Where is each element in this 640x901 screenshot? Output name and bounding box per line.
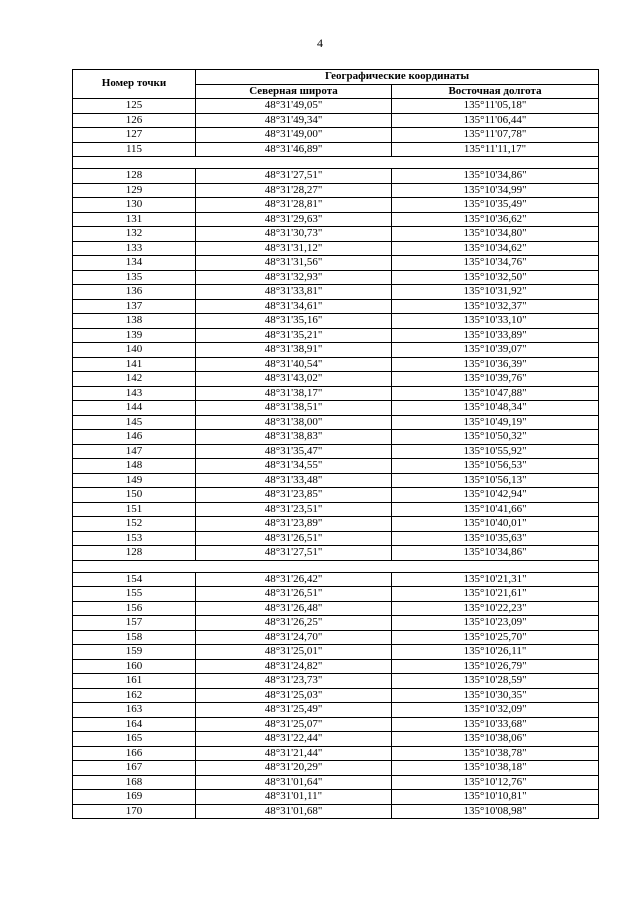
point-number-cell: 128 [73,169,196,184]
table-row [73,357,599,372]
point-number-cell: 127 [73,128,196,143]
latitude-cell: 48°31'27,51" [196,169,392,184]
separator-cell [73,157,599,169]
point-number-cell: 157 [73,616,196,631]
point-number-cell: 126 [73,113,196,128]
longitude-cell: 135°10'08,98" [392,804,599,819]
point-number-cell: 146 [73,430,196,445]
table-row [73,616,599,631]
point-number-cell: 149 [73,473,196,488]
latitude-cell: 48°31'01,68" [196,804,392,819]
point-number-cell: 156 [73,601,196,616]
longitude-cell: 135°10'49,19" [392,415,599,430]
latitude-cell: 48°31'35,16" [196,314,392,329]
latitude-cell: 48°31'25,07" [196,717,392,732]
table-row [73,99,599,114]
latitude-cell: 48°31'31,56" [196,256,392,271]
table-row [73,198,599,213]
point-number-cell: 145 [73,415,196,430]
latitude-cell: 48°31'29,63" [196,212,392,227]
longitude-cell: 135°11'06,44" [392,113,599,128]
point-number-cell: 150 [73,488,196,503]
table-row [73,241,599,256]
longitude-cell: 135°10'31,92" [392,285,599,300]
table-row [73,488,599,503]
latitude-cell: 48°31'38,00" [196,415,392,430]
longitude-cell: 135°10'21,31" [392,572,599,587]
latitude-cell: 48°31'20,29" [196,761,392,776]
point-number-cell: 167 [73,761,196,776]
table-row [73,473,599,488]
table-row [73,299,599,314]
longitude-cell: 135°11'05,18" [392,99,599,114]
latitude-cell: 48°31'01,64" [196,775,392,790]
latitude-cell: 48°31'32,93" [196,270,392,285]
longitude-cell: 135°10'36,39" [392,357,599,372]
table-row [73,372,599,387]
table-row [73,517,599,532]
latitude-cell: 48°31'24,82" [196,659,392,674]
longitude-cell: 135°11'11,17" [392,142,599,157]
latitude-cell: 48°31'25,49" [196,703,392,718]
longitude-cell: 135°10'38,06" [392,732,599,747]
longitude-cell: 135°10'34,80" [392,227,599,242]
latitude-cell: 48°31'33,48" [196,473,392,488]
table-row [73,502,599,517]
table-row [73,227,599,242]
longitude-cell: 135°10'32,50" [392,270,599,285]
latitude-cell: 48°31'49,34" [196,113,392,128]
table-row [73,546,599,561]
longitude-cell: 135°10'39,07" [392,343,599,358]
table-row [73,703,599,718]
latitude-cell: 48°31'43,02" [196,372,392,387]
latitude-cell: 48°31'26,25" [196,616,392,631]
longitude-cell: 135°10'38,78" [392,746,599,761]
latitude-cell: 48°31'34,61" [196,299,392,314]
table-row [73,401,599,416]
point-number-cell: 144 [73,401,196,416]
table-row [73,128,599,143]
table-row [73,572,599,587]
latitude-cell: 48°31'21,44" [196,746,392,761]
latitude-cell: 48°31'28,27" [196,183,392,198]
point-number-cell: 166 [73,746,196,761]
longitude-cell: 135°10'26,11" [392,645,599,660]
point-number-cell: 129 [73,183,196,198]
point-number-cell: 138 [73,314,196,329]
point-number-cell: 153 [73,531,196,546]
longitude-cell: 135°10'21,61" [392,587,599,602]
latitude-cell: 48°31'40,54" [196,357,392,372]
latitude-cell: 48°31'33,81" [196,285,392,300]
point-number-cell: 158 [73,630,196,645]
point-number-cell: 152 [73,517,196,532]
longitude-cell: 135°10'34,99" [392,183,599,198]
longitude-cell: 135°11'07,78" [392,128,599,143]
longitude-cell: 135°10'30,35" [392,688,599,703]
table-row [73,790,599,805]
latitude-cell: 48°31'23,89" [196,517,392,532]
point-number-cell: 148 [73,459,196,474]
header-longitude: Восточная долгота [392,84,599,99]
table-row [73,430,599,445]
longitude-cell: 135°10'41,66" [392,502,599,517]
table-row [73,314,599,329]
table-row [73,659,599,674]
latitude-cell: 48°31'26,48" [196,601,392,616]
latitude-cell: 48°31'22,44" [196,732,392,747]
point-number-cell: 162 [73,688,196,703]
table-row [73,688,599,703]
latitude-cell: 48°31'38,17" [196,386,392,401]
longitude-cell: 135°10'56,53" [392,459,599,474]
latitude-cell: 48°31'49,00" [196,128,392,143]
longitude-cell: 135°10'25,70" [392,630,599,645]
table-row [73,212,599,227]
header-point-number: Номер точки [73,70,196,99]
point-number-cell: 133 [73,241,196,256]
latitude-cell: 48°31'31,12" [196,241,392,256]
point-number-cell: 141 [73,357,196,372]
latitude-cell: 48°31'35,47" [196,444,392,459]
point-number-cell: 135 [73,270,196,285]
table-row [73,761,599,776]
point-number-cell: 154 [73,572,196,587]
table-row [73,169,599,184]
table-row [73,343,599,358]
point-number-cell: 160 [73,659,196,674]
latitude-cell: 48°31'24,70" [196,630,392,645]
table-row [73,587,599,602]
longitude-cell: 135°10'47,88" [392,386,599,401]
table-body [73,99,599,819]
table-row [73,531,599,546]
table-row [73,142,599,157]
latitude-cell: 48°31'23,51" [196,502,392,517]
group-separator-row [73,157,599,169]
longitude-cell: 135°10'55,92" [392,444,599,459]
point-number-cell: 136 [73,285,196,300]
longitude-cell: 135°10'32,37" [392,299,599,314]
latitude-cell: 48°31'27,51" [196,546,392,561]
longitude-cell: 135°10'10,81" [392,790,599,805]
longitude-cell: 135°10'38,18" [392,761,599,776]
longitude-cell: 135°10'22,23" [392,601,599,616]
latitude-cell: 48°31'01,11" [196,790,392,805]
longitude-cell: 135°10'12,76" [392,775,599,790]
point-number-cell: 131 [73,212,196,227]
longitude-cell: 135°10'48,34" [392,401,599,416]
header-latitude: Северная широта [196,84,392,99]
longitude-cell: 135°10'42,94" [392,488,599,503]
header-geo-coordinates: Географические координаты [196,70,599,85]
point-number-cell: 142 [73,372,196,387]
table-row [73,717,599,732]
point-number-cell: 155 [73,587,196,602]
point-number-cell: 164 [73,717,196,732]
longitude-cell: 135°10'50,32" [392,430,599,445]
latitude-cell: 48°31'49,05" [196,99,392,114]
point-number-cell: 139 [73,328,196,343]
point-number-cell: 168 [73,775,196,790]
latitude-cell: 48°31'38,51" [196,401,392,416]
table-row [73,386,599,401]
point-number-cell: 130 [73,198,196,213]
latitude-cell: 48°31'25,03" [196,688,392,703]
point-number-cell: 128 [73,546,196,561]
point-number-cell: 115 [73,142,196,157]
point-number-cell: 125 [73,99,196,114]
longitude-cell: 135°10'26,79" [392,659,599,674]
separator-cell [73,560,599,572]
table-row [73,674,599,689]
longitude-cell: 135°10'34,86" [392,546,599,561]
table-row [73,601,599,616]
longitude-cell: 135°10'33,10" [392,314,599,329]
table-row [73,459,599,474]
latitude-cell: 48°31'23,85" [196,488,392,503]
latitude-cell: 48°31'28,81" [196,198,392,213]
table-row [73,444,599,459]
latitude-cell: 48°31'26,51" [196,587,392,602]
point-number-cell: 159 [73,645,196,660]
page-number: 4 [317,36,323,50]
table-row [73,328,599,343]
point-number-cell: 151 [73,502,196,517]
latitude-cell: 48°31'46,89" [196,142,392,157]
group-separator-row [73,560,599,572]
point-number-cell: 169 [73,790,196,805]
point-number-cell: 143 [73,386,196,401]
point-number-cell: 137 [73,299,196,314]
longitude-cell: 135°10'36,62" [392,212,599,227]
table-row [73,630,599,645]
longitude-cell: 135°10'34,62" [392,241,599,256]
point-number-cell: 132 [73,227,196,242]
point-number-cell: 165 [73,732,196,747]
latitude-cell: 48°31'26,51" [196,531,392,546]
latitude-cell: 48°31'26,42" [196,572,392,587]
table-row [73,775,599,790]
table-row [73,285,599,300]
point-number-cell: 147 [73,444,196,459]
latitude-cell: 48°31'35,21" [196,328,392,343]
longitude-cell: 135°10'32,09" [392,703,599,718]
table-row [73,113,599,128]
longitude-cell: 135°10'34,86" [392,169,599,184]
table-row [73,732,599,747]
table-row [73,804,599,819]
longitude-cell: 135°10'35,63" [392,531,599,546]
longitude-cell: 135°10'28,59" [392,674,599,689]
point-number-cell: 140 [73,343,196,358]
table-row [73,746,599,761]
latitude-cell: 48°31'38,91" [196,343,392,358]
coordinates-table [72,69,599,819]
latitude-cell: 48°31'34,55" [196,459,392,474]
table-row [73,183,599,198]
table-row [73,415,599,430]
point-number-cell: 170 [73,804,196,819]
point-number-cell: 161 [73,674,196,689]
table-row [73,270,599,285]
latitude-cell: 48°31'30,73" [196,227,392,242]
latitude-cell: 48°31'38,83" [196,430,392,445]
longitude-cell: 135°10'23,09" [392,616,599,631]
table-row [73,256,599,271]
longitude-cell: 135°10'56,13" [392,473,599,488]
longitude-cell: 135°10'34,76" [392,256,599,271]
latitude-cell: 48°31'25,01" [196,645,392,660]
latitude-cell: 48°31'23,73" [196,674,392,689]
longitude-cell: 135°10'33,68" [392,717,599,732]
longitude-cell: 135°10'40,01" [392,517,599,532]
longitude-cell: 135°10'33,89" [392,328,599,343]
longitude-cell: 135°10'35,49" [392,198,599,213]
point-number-cell: 134 [73,256,196,271]
longitude-cell: 135°10'39,76" [392,372,599,387]
table-row [73,645,599,660]
point-number-cell: 163 [73,703,196,718]
